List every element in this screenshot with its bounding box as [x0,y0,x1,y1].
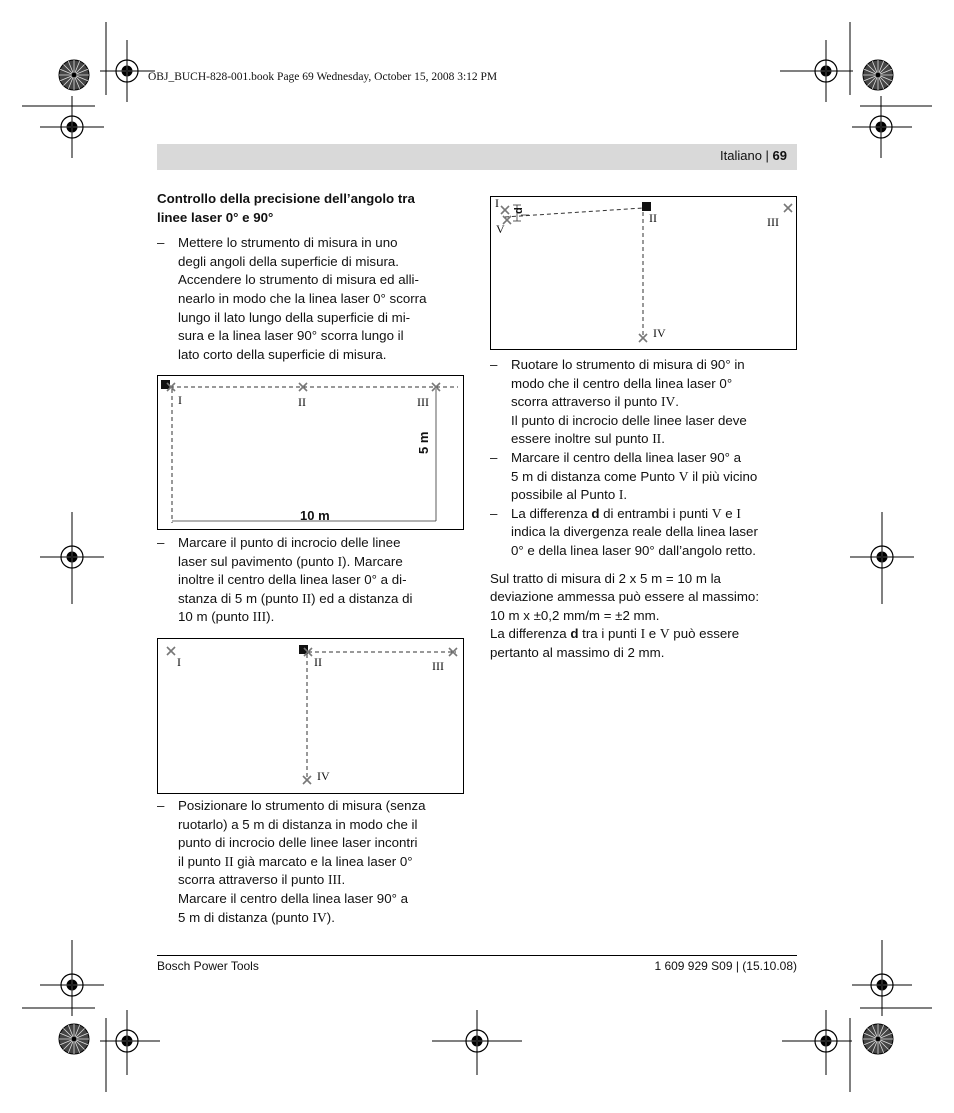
bullet-dash: – [157,535,165,550]
roman-numeral: I [640,626,646,642]
bullet-dash: – [490,449,498,465]
header-separator: | [761,148,773,163]
roman-numeral: III [252,609,267,625]
text-line [178,909,467,928]
text-span: il punto [178,853,225,869]
text-line [511,468,800,487]
text-line: lato corto della superficie di misura. [178,346,387,362]
text-span: e [645,626,660,642]
text-line [511,393,800,412]
text-line: indica la divergenza reale della linea laser [511,524,758,540]
dimension-label-5m: 5 m [416,431,431,454]
roman-numeral: IV [312,909,327,925]
text-line: 10 m x ±0,2 mm/m = ±2 mm. [490,607,660,623]
footer-divider [157,955,797,956]
point-label-III: III [767,215,779,229]
text-line: inoltre il centro della linea laser 0° a di- [178,572,407,588]
footer-right: 1 609 929 S09 | (15.10.08) [654,959,797,973]
text-line: Sul tratto di misura di 2 x 5 m = 10 m la [490,570,721,586]
figure-2 [157,638,464,794]
right-column [490,356,800,663]
text-span: e [721,505,737,521]
text-span: . [341,872,346,888]
left-column-middle [157,534,467,627]
roman-numeral: I [618,487,624,503]
text-line: Accendere lo strumento di misura ed alli- [178,272,419,288]
text-line: punto di incrocio delle linee laser incontri [178,835,418,851]
figure-2-drawing [158,639,463,793]
roman-numeral: V [678,468,689,484]
point-label-II: II [314,655,322,669]
text-span: ). [326,909,335,925]
text-line: Ruotare lo strumento di misura di 90° in [511,357,745,372]
text-line [178,590,467,609]
text-line [178,553,467,572]
roman-numeral: I [736,505,741,521]
heading-line-2: linee laser 0° e 90° [157,209,274,225]
text-span: scorra attraverso il punto [511,394,662,410]
bullet-3 [157,797,467,927]
bullet-1 [157,234,467,364]
text-line: Marcare il punto di incrocio delle linee [178,535,401,550]
dimension-label-10m: 10 m [300,508,330,523]
text-span: ). [266,609,275,625]
text-line: deviazione ammessa può essere al massimo: [490,589,760,605]
text-span: di entrambi i punti [599,505,712,521]
roman-numeral: V [659,626,670,642]
left-column-bottom [157,797,467,927]
text-span: essere inoltre sul punto [511,431,653,447]
page-number: 69 [772,148,787,163]
text-line [178,871,467,890]
text-line: 0° e della linea laser 90° dall’angolo retto. [511,542,756,558]
roman-numeral: II [652,431,662,447]
page-header [157,144,797,170]
measuring-tool-icon [642,202,651,211]
bullet-2 [157,534,467,627]
bullet-dash: – [490,357,498,372]
text-span: tra i punti [578,626,641,642]
roman-numeral: II [224,853,234,869]
text-line: Marcare il centro della linea laser 90° a [511,449,742,465]
point-label-IV: IV [317,769,330,783]
text-line [178,608,467,627]
roman-numeral: I [337,553,343,569]
bold-symbol-d: d [570,626,579,642]
point-label-V: V [496,222,505,236]
text-line: modo che il centro della linea laser 0° [511,375,733,391]
point-label-I: I [177,655,181,669]
text-line: Il punto di incrocio delle linee laser deve [511,412,747,428]
roman-numeral: II [302,590,312,606]
text-span: . [623,487,628,503]
file-info: OBJ_BUCH-828-001.book Page 69 Wednesday, October 15, 2008 3:12 PM [148,71,498,83]
point-label-II: II [298,395,306,409]
text-span: può essere [669,626,740,642]
point-label-IV: IV [653,326,666,340]
bold-symbol-d: d [591,505,600,521]
text-line: degli angoli della superficie di misura. [178,253,399,269]
text-span: scorra attraverso il punto [178,872,329,888]
text-span: 5 m di distanza (punto [178,909,313,925]
text-span: La differenza [511,505,592,521]
bullet-dash: – [490,505,498,521]
text-line: Marcare il centro della linea laser 90° a [178,890,409,906]
text-span: stanza di 5 m (punto [178,590,303,606]
left-column-top [157,190,467,364]
cross-marks [167,647,457,784]
bullet-dash: – [157,235,165,251]
text-line: ruotarlo) a 5 m di distanza in modo che il [178,816,418,832]
text-span: possibile al Punto [511,487,619,503]
point-label-III: III [417,395,429,409]
text-line: nearlo in modo che la linea laser 0° scorra [178,290,427,306]
text-span: il più vicino [688,468,758,484]
roman-numeral: IV [661,394,676,410]
text-span: La differenza [490,626,571,642]
text-line [178,853,467,872]
bullet-dash: – [157,798,165,813]
text-line [511,486,800,505]
paragraph-1 [490,570,800,626]
text-line: Posizionare lo strumento di misura (senza [178,798,426,813]
laser-line-0 [505,208,643,217]
roman-numeral: III [328,872,342,888]
text-span: ) ed a distanza di [311,590,413,606]
text-span: 10 m (punto [178,609,253,625]
footer-left: Bosch Power Tools [157,959,259,973]
point-label-III: III [432,659,444,673]
text-span: laser sul pavimento (punto [178,553,338,569]
cross-marks [501,204,792,342]
text-line: sura e la linea laser 90° scorra lungo il [178,328,404,344]
point-label-I: I [495,196,499,210]
difference-label-d: d [513,207,525,214]
heading-line-1: Controllo della precisione dell’angolo tra [157,191,415,206]
text-line: pertanto al massimo di 2 mm. [490,644,665,660]
figure-1 [157,375,464,530]
header-language: Italiano [720,148,762,163]
text-line [490,625,800,644]
text-line: lungo il lato lungo della superficie di mi- [178,309,411,325]
section-heading [157,190,467,227]
text-span: 5 m di distanza come Punto [511,468,679,484]
bullet-6 [490,505,800,561]
text-span: . [661,431,665,447]
text-line [511,430,800,449]
bullet-4 [490,356,800,449]
text-span: già marcato e la linea laser 0° [233,853,413,869]
bullet-5 [490,449,800,505]
figure-3-drawing [491,197,796,349]
text-line: Mettere lo strumento di misura in uno [178,235,398,251]
point-label-I: I [178,393,182,407]
text-span: . [675,394,679,410]
figure-3 [490,196,797,350]
text-span: ). Marcare [342,553,403,569]
paragraph-2 [490,625,800,662]
point-label-II: II [649,211,657,225]
header-text [720,148,787,163]
roman-numeral: V [711,505,722,521]
text-line [511,505,800,524]
